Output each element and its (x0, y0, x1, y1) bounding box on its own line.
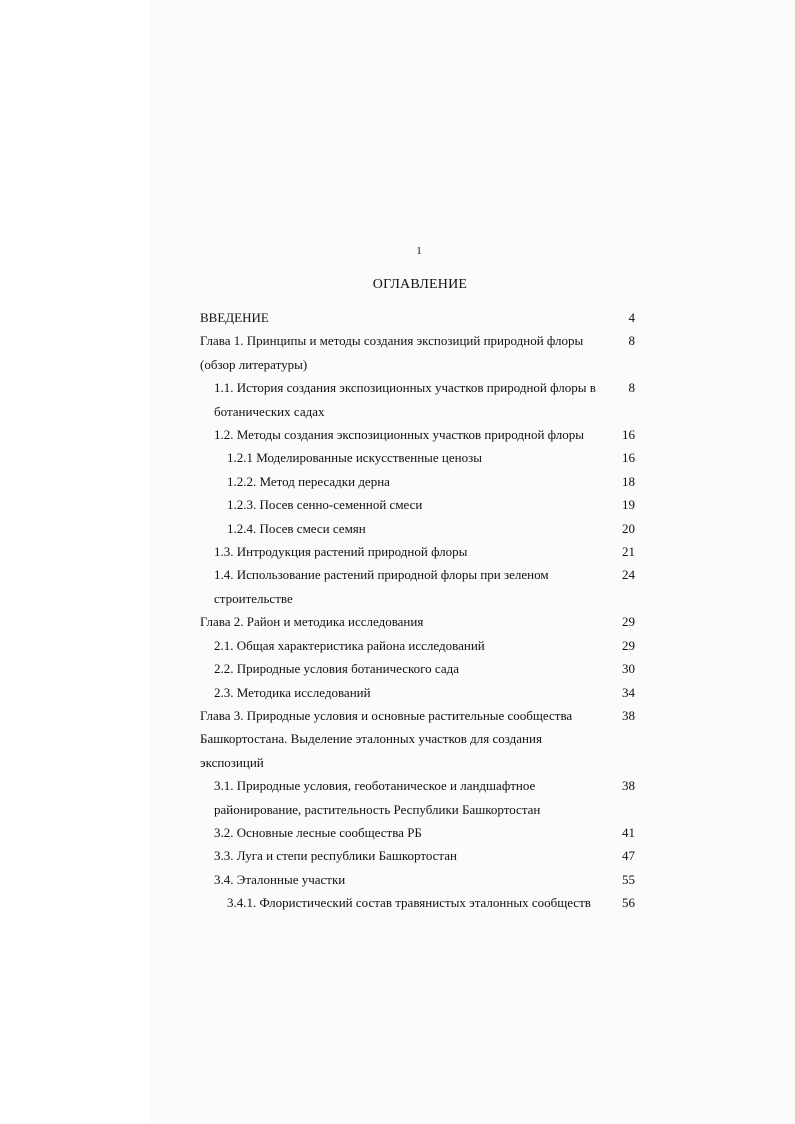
toc-entry-line: 1.1. История создания экспозиционных участков природной флоры в (214, 380, 596, 396)
toc-entry-page: 4 (628, 310, 635, 325)
toc-entry-title (200, 329, 595, 376)
toc-entry-page: 29 (622, 614, 635, 630)
toc-entry-page: 24 (622, 567, 635, 583)
toc-entry-line: 2.1. Общая характеристика района исследований (214, 637, 485, 653)
toc-entry (200, 329, 640, 376)
toc-entry (200, 891, 640, 914)
toc-entry-title (200, 704, 595, 774)
toc-entry (200, 517, 640, 540)
toc-entry-title (200, 306, 595, 329)
toc-entry-line: экспозиций (200, 754, 264, 770)
toc-entry-title (200, 517, 595, 540)
toc-entry-page: 47 (622, 848, 635, 864)
toc-entry (200, 470, 640, 493)
toc-entry (200, 446, 640, 469)
toc-entry-line: 2.2. Природные условия ботанического сада (214, 661, 459, 677)
toc-entry-line: ботанических садах (214, 403, 325, 419)
toc-entry-page: 55 (622, 871, 635, 887)
toc-entry (200, 821, 640, 844)
toc-entry-line: 1.4. Использование растений природной флоры при зеленом (214, 567, 549, 583)
toc-entry (200, 376, 640, 423)
toc-entry (200, 844, 640, 867)
toc-entry-line: строительстве (214, 590, 293, 606)
toc-entry-line: 1.3. Интродукция растений природной флоры (214, 544, 468, 560)
toc-entry-title (200, 891, 595, 914)
table-of-contents (200, 306, 640, 915)
toc-entry-title (200, 470, 595, 493)
toc-entry-page: 19 (622, 497, 635, 513)
toc-entry-line: Глава 3. Природные условия и основные растительные сообщества (200, 707, 573, 723)
toc-entry (200, 657, 640, 680)
toc-entry-line: 3.1. Природные условия, геоботаническое и ландшафтное (214, 778, 536, 794)
toc-entry-page: 29 (622, 637, 635, 653)
toc-entry (200, 563, 640, 610)
toc-entry-line: 3.4.1. Флористический состав травянистых эталонных сообществ (227, 895, 591, 911)
toc-entry-line: Башкортостана. Выделение эталонных участков для создания (200, 731, 542, 747)
toc-entry-line: 1.2.3. Посев сенно-семенной смеси (227, 497, 423, 513)
toc-entry-title (200, 610, 595, 633)
toc-entry-page: 20 (622, 520, 635, 536)
toc-entry-title (200, 774, 595, 821)
toc-entry-page: 38 (622, 707, 635, 723)
toc-entry-page: 16 (622, 427, 635, 443)
toc-entry-title (200, 657, 595, 680)
toc-entry-title (200, 821, 595, 844)
toc-entry-line: районирование, растительность Республики Башкортостан (214, 801, 541, 817)
toc-entry-page: 56 (622, 895, 635, 911)
toc-entry-title (200, 376, 595, 423)
toc-entry-line: 1.2.1 Моделированные искусственные ценозы (227, 450, 482, 466)
toc-entry-line: 1.2.2. Метод пересадки дерна (227, 473, 390, 489)
toc-entry-title (200, 868, 595, 891)
toc-entry-line: 1.2. Методы создания экспозиционных участков природной флоры (214, 427, 584, 443)
toc-entry-title (200, 493, 595, 516)
toc-entry-title (200, 844, 595, 867)
toc-entry-title (200, 634, 595, 657)
toc-entry-line: ВВЕДЕНИЕ (200, 310, 269, 325)
toc-entry-line: Глава 2. Район и методика исследования (200, 614, 424, 630)
toc-entry-title (200, 681, 595, 704)
toc-entry-page: 38 (622, 778, 635, 794)
toc-entry-line: 2.3. Методика исследований (214, 684, 371, 700)
toc-entry-title (200, 423, 595, 446)
toc-entry (200, 634, 640, 657)
toc-entry-title (200, 563, 595, 610)
toc-entry (200, 704, 640, 774)
toc-entry-line: 1.2.4. Посев смеси семян (227, 520, 366, 536)
toc-entry (200, 493, 640, 516)
toc-entry (200, 774, 640, 821)
toc-entry-line: 3.4. Эталонные участки (214, 871, 346, 887)
toc-entry-page: 21 (622, 544, 635, 560)
toc-title: ОГЛАВЛЕНИЕ (372, 277, 468, 292)
toc-entry-page: 16 (622, 450, 635, 466)
toc-entry-line: Глава 1. Принципы и методы создания экспозиций природной флоры (200, 333, 584, 349)
toc-entry-page: 30 (622, 661, 635, 677)
toc-entry-page: 34 (622, 684, 635, 700)
toc-entry-line: 3.3. Луга и степи республики Башкортостан (214, 848, 457, 864)
toc-entry (200, 610, 640, 633)
toc-entry (200, 681, 640, 704)
toc-entry-line: 3.2. Основные лесные сообщества РБ (214, 824, 422, 840)
toc-entry-page: 8 (628, 380, 635, 396)
toc-entry (200, 423, 640, 446)
toc-entry-line: (обзор литературы) (200, 356, 308, 372)
page-number: 1 (416, 245, 422, 257)
toc-entry-title (200, 446, 595, 469)
toc-entry-page: 41 (622, 824, 635, 840)
toc-entry-page: 8 (628, 333, 635, 349)
toc-entry (200, 306, 640, 329)
toc-entry-page: 18 (622, 473, 635, 489)
toc-entry (200, 540, 640, 563)
toc-entry (200, 868, 640, 891)
toc-entry-title (200, 540, 595, 563)
